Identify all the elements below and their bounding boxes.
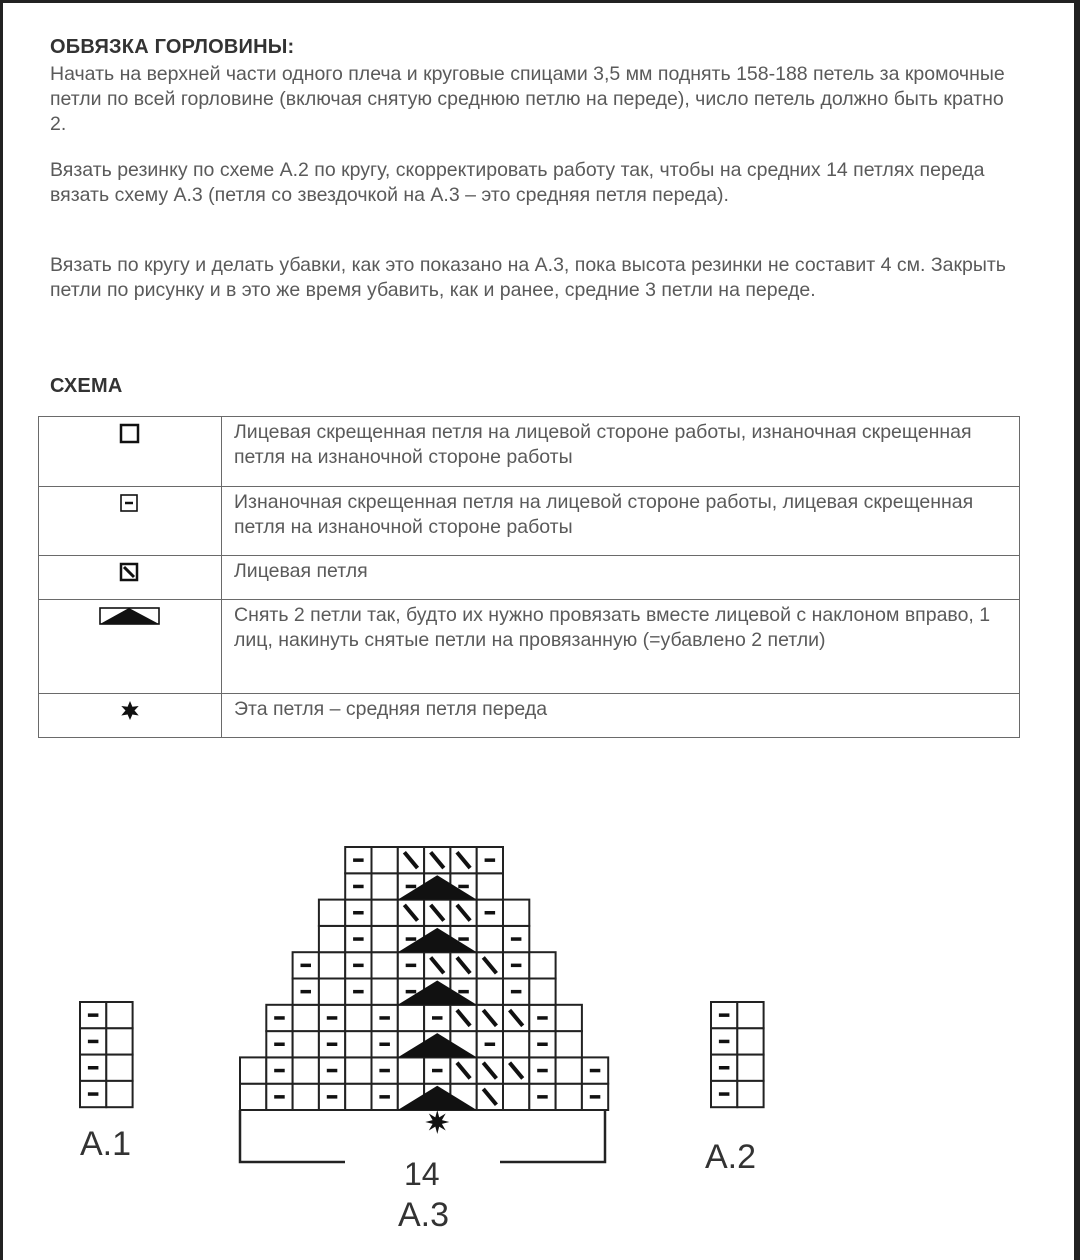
paragraph-1: Начать на верхней части одного плеча и круговые спицами 3,5 мм поднять 158-188 петель за кромочные петли по всей горловине (включая снятую среднюю петлю на переде), число петель должно быть кратно 2. [50, 63, 1005, 135]
chart-cell [106, 1081, 132, 1107]
chart-cell [345, 1057, 371, 1083]
chart-a1 [80, 1002, 133, 1107]
chart-cell [477, 926, 503, 952]
chart-a3-label: A.3 [398, 1196, 450, 1234]
chart-cell [477, 873, 503, 899]
chart-cell [477, 979, 503, 1005]
chart-a3-stitch-count: 14 [404, 1156, 440, 1192]
chart-cell [556, 1005, 582, 1031]
chart-cell [345, 1005, 371, 1031]
chart-cell [372, 873, 398, 899]
chart-cell [503, 900, 529, 926]
legend-text: Лицевая петля [222, 556, 1020, 600]
chart-cell [319, 952, 345, 978]
neckband-heading: ОБВЯЗКА ГОРЛОВИНЫ: [50, 36, 295, 58]
star-mark [425, 1110, 449, 1134]
paragraph-3: Вязать по кругу и делать убавки, как это показано на А.3, пока высота резинки не составит 4 см. Закрыть петли по рисунку и в это же время убавить, как и ранее, средние 3 петли на переде. [50, 254, 1006, 301]
chart-cell [529, 952, 555, 978]
chart-cell [556, 1031, 582, 1057]
chart-a3 [240, 847, 608, 1162]
chart-cell [737, 1081, 763, 1107]
chart-cell [106, 1055, 132, 1081]
legend-text: Лицевая скрещенная петля на лицевой стороне работы, изнаночная скрещенная петля на изнаночной стороне работы [222, 417, 1020, 487]
chart-cell [240, 1084, 266, 1110]
chart-a1-label: A.1 [80, 1125, 132, 1163]
paragraph-2: Вязать резинку по схеме А.2 по кругу, скорректировать работу так, чтобы на средних 14 петлях переда вязать схему А.3 (петля со звездочкой на А.3 – это средняя петля переда). [50, 159, 985, 206]
chart-cell [556, 1057, 582, 1083]
chart-cell [319, 900, 345, 926]
scheme-heading: СХЕМА [50, 375, 123, 397]
legend-text: Снять 2 петли так, будто их нужно провязать вместе лицевой с наклоном вправо, 1 лиц, накинуть снятые петли на провязанную (=убавлено 2 петли) [222, 600, 1020, 694]
chart-cell [293, 1005, 319, 1031]
chart-cell [737, 1028, 763, 1054]
chart-cell [293, 1084, 319, 1110]
chart-cell [240, 1057, 266, 1083]
chart-cell [372, 952, 398, 978]
chart-cell [372, 926, 398, 952]
chart-cell [372, 847, 398, 873]
chart-cell [372, 900, 398, 926]
chart-a3-bracket-right [500, 1110, 605, 1162]
chart-a2 [711, 1002, 764, 1107]
chart-cell [398, 1057, 424, 1083]
chart-cell [737, 1055, 763, 1081]
chart-cell [106, 1002, 132, 1028]
chart-cell [319, 979, 345, 1005]
legend-text: Эта петля – средняя петля переда [222, 694, 1020, 738]
chart-cell [503, 1031, 529, 1057]
chart-cell [398, 1005, 424, 1031]
chart-cell [345, 1031, 371, 1057]
chart-cell [293, 1057, 319, 1083]
legend-text: Изнаночная скрещенная петля на лицевой стороне работы, лицевая скрещенная петля на изнаночной стороне работы [222, 487, 1020, 556]
chart-cell [503, 1084, 529, 1110]
chart-cell [319, 926, 345, 952]
chart-a3-bracket-left [240, 1110, 345, 1162]
chart-cell [529, 979, 555, 1005]
chart-a2-label: A.2 [705, 1138, 757, 1176]
chart-cell [737, 1002, 763, 1028]
chart-cell [556, 1084, 582, 1110]
chart-cell [293, 1031, 319, 1057]
chart-cell [372, 979, 398, 1005]
chart-cell [345, 1084, 371, 1110]
chart-cell [106, 1028, 132, 1054]
